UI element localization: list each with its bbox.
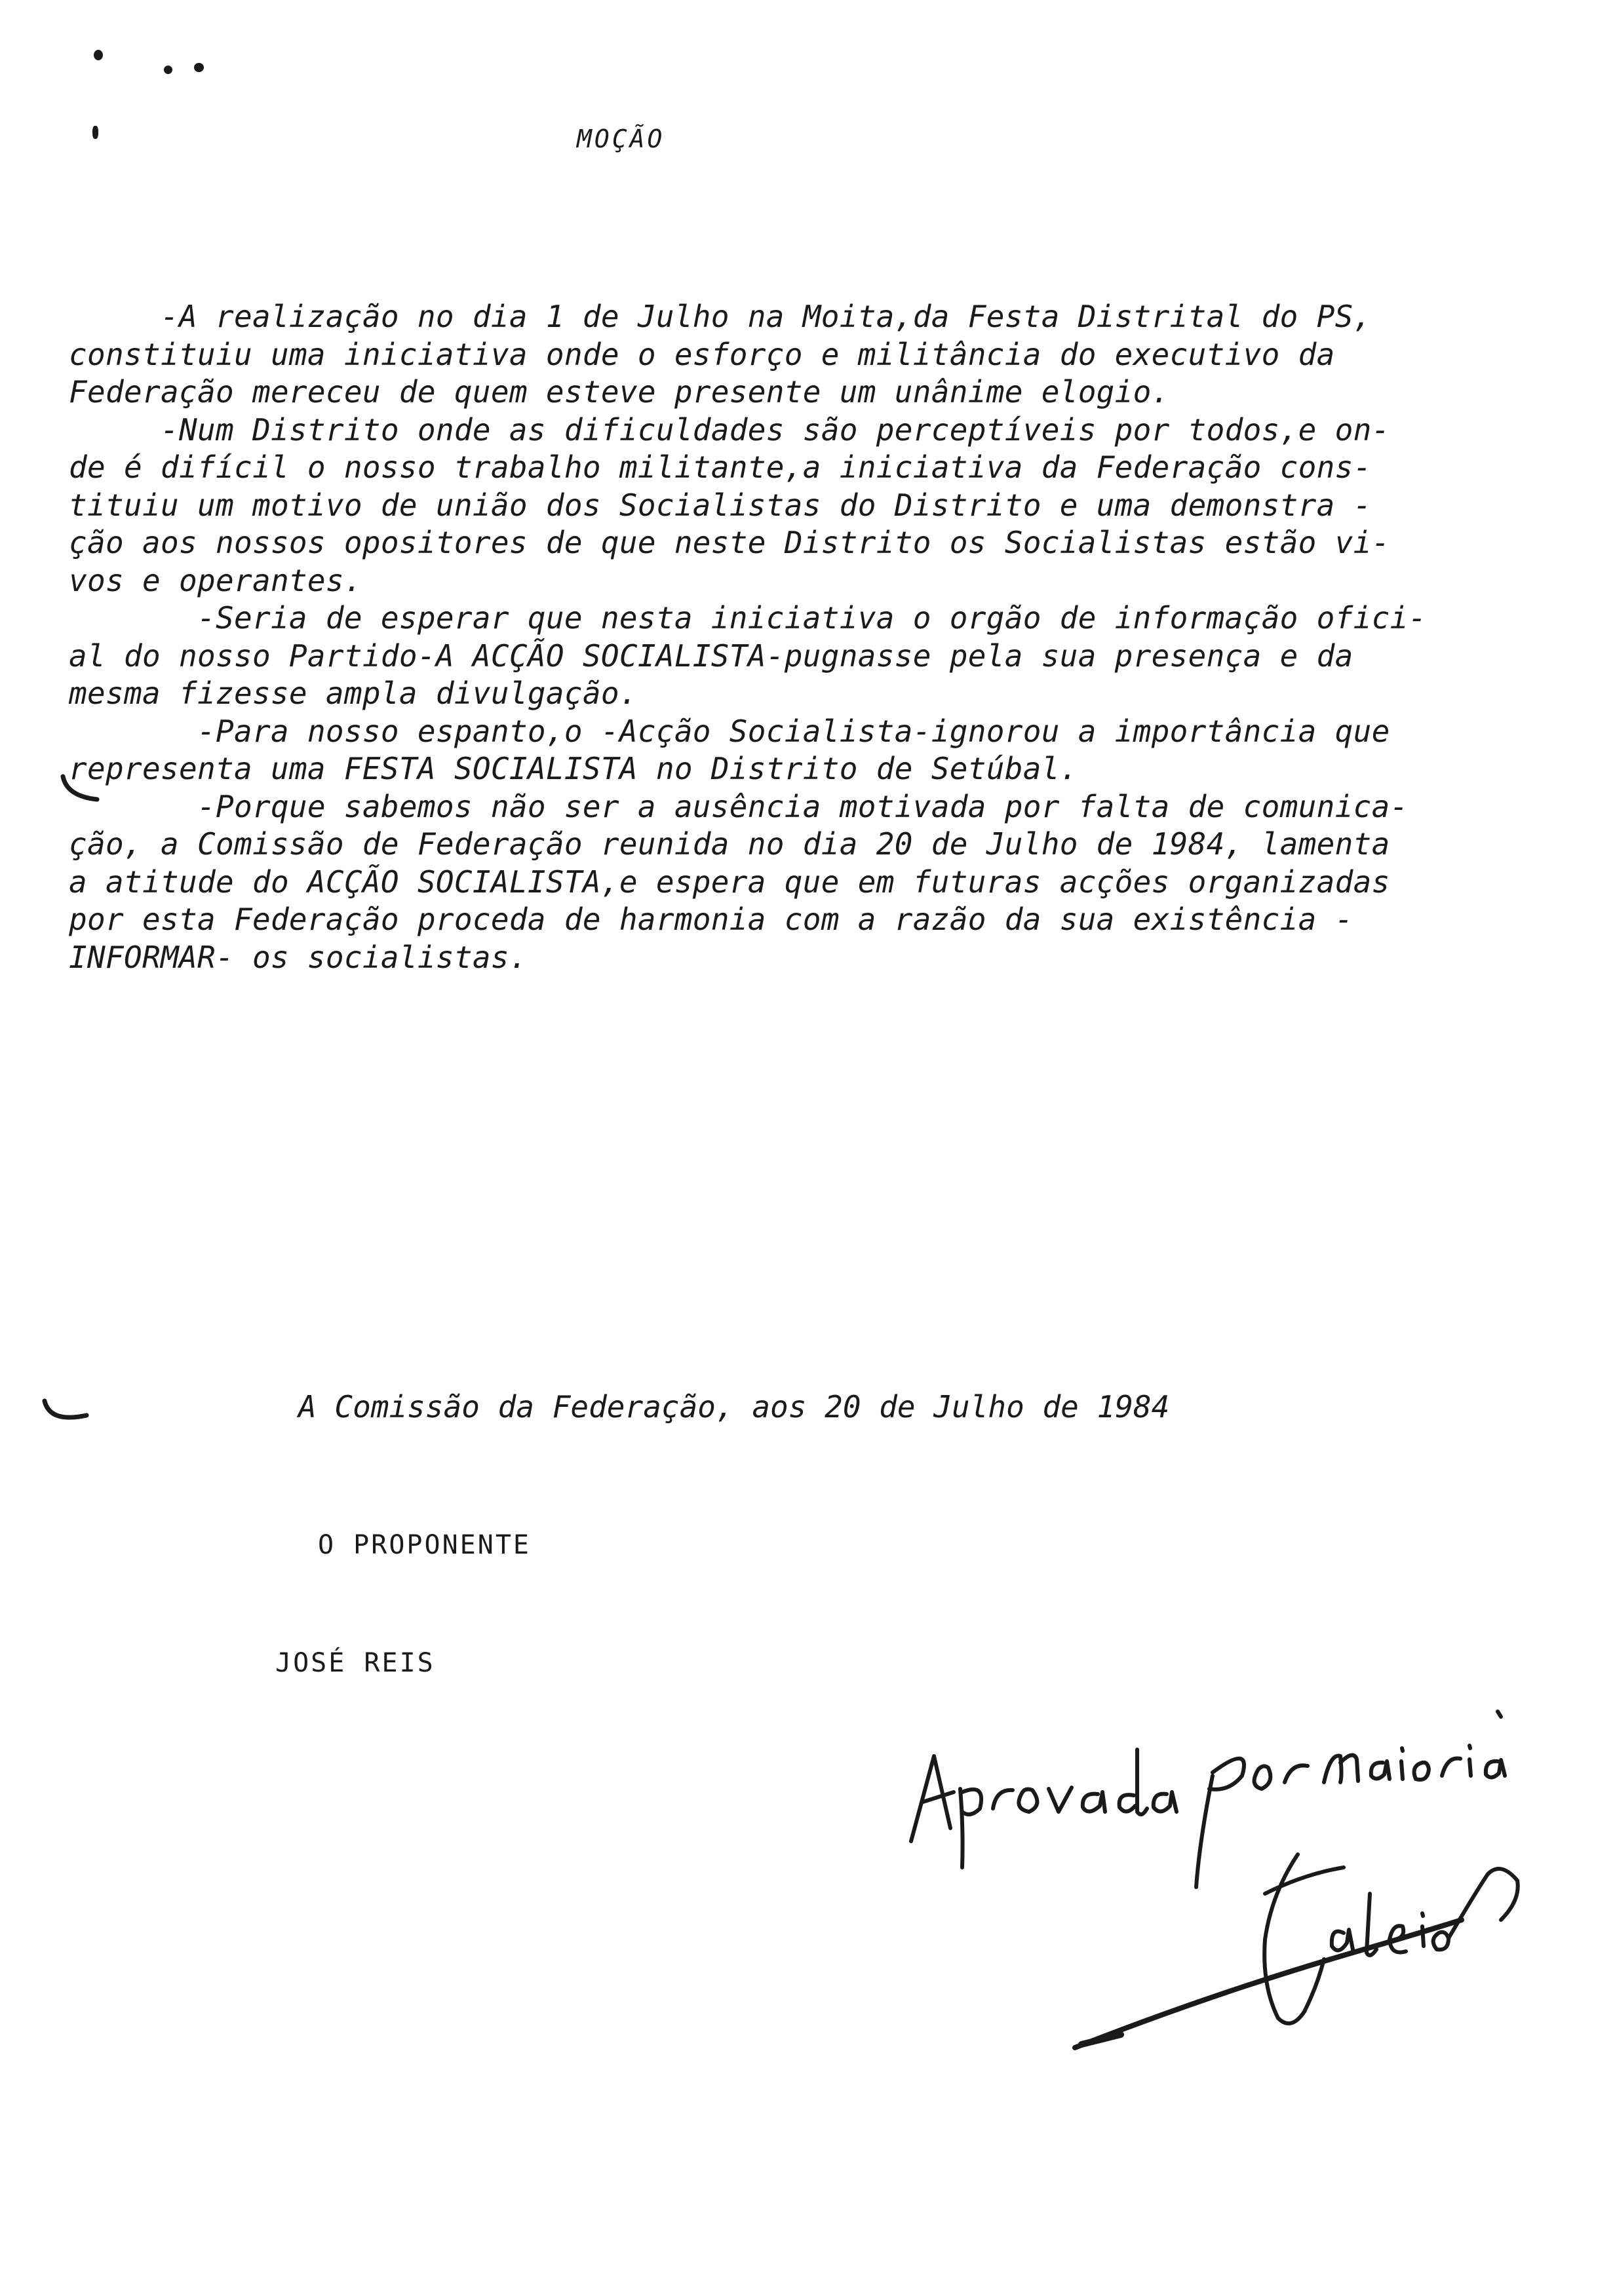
body-line: -Num Distrito onde as dificuldades são perceptíveis por todos,e on- xyxy=(69,411,1390,448)
motion-body xyxy=(69,298,1485,976)
body-line: a atitude do ACÇÃO SOCIALISTA,e espera que em futuras acções organizadas xyxy=(69,864,1390,900)
punch-mark xyxy=(39,1396,98,1435)
closing-line: A Comissão da Federação, aos 20 de Julho de 1984 xyxy=(298,1389,1170,1425)
body-line: -Para nosso espanto,o -Acção Socialista-ignorou a importância que xyxy=(69,713,1390,749)
body-line: -Porque sabemos não ser a ausência motivada por falta de comunica- xyxy=(69,788,1409,824)
document-title: MOÇÃO xyxy=(577,124,665,153)
author-name: JOSÉ REIS xyxy=(275,1648,435,1678)
body-line: vos e operantes. xyxy=(69,562,362,598)
proponent-label: O PROPONENTE xyxy=(318,1530,531,1560)
punch-mark xyxy=(58,770,110,809)
body-line: -Seria de esperar que nesta iniciativa o orgão de informação ofici- xyxy=(69,600,1427,636)
scan-mark xyxy=(92,126,98,139)
scan-mark xyxy=(164,66,172,74)
handwritten-approval-signature xyxy=(872,1677,1527,2057)
body-line: representa uma FESTA SOCIALISTA no Distrito de Setúbal. xyxy=(69,751,1078,786)
body-line: ção, a Comissão de Federação reunida no dia 20 de Julho de 1984, lamenta xyxy=(69,826,1390,862)
scan-mark xyxy=(194,63,204,72)
body-line: INFORMAR- os socialistas. xyxy=(69,939,528,975)
body-line: al do nosso Partido-A ACÇÃO SOCIALISTA-pugnasse pela sua presença e da xyxy=(69,638,1353,674)
body-line: de é difícil o nosso trabalho militante,a iniciativa da Federação cons- xyxy=(69,450,1372,485)
body-line: mesma fizesse ampla divulgação. xyxy=(69,676,638,711)
body-line: ção aos nossos opositores de que neste Distrito os Socialistas estão vi- xyxy=(69,525,1390,560)
body-line: Federação mereceu de quem esteve presente um unânime elogio. xyxy=(69,374,1170,410)
body-line: constituiu uma iniciativa onde o esforço e militância do executivo da xyxy=(69,336,1335,372)
scan-mark xyxy=(94,50,103,60)
body-line: por esta Federação proceda de harmonia com a razão da sua existência - xyxy=(69,902,1353,937)
body-line: -A realização no dia 1 de Julho na Moita,da Festa Distrital do PS, xyxy=(69,299,1372,334)
body-line: tituiu um motivo de união dos Socialistas do Distrito e uma demonstra - xyxy=(69,487,1372,523)
